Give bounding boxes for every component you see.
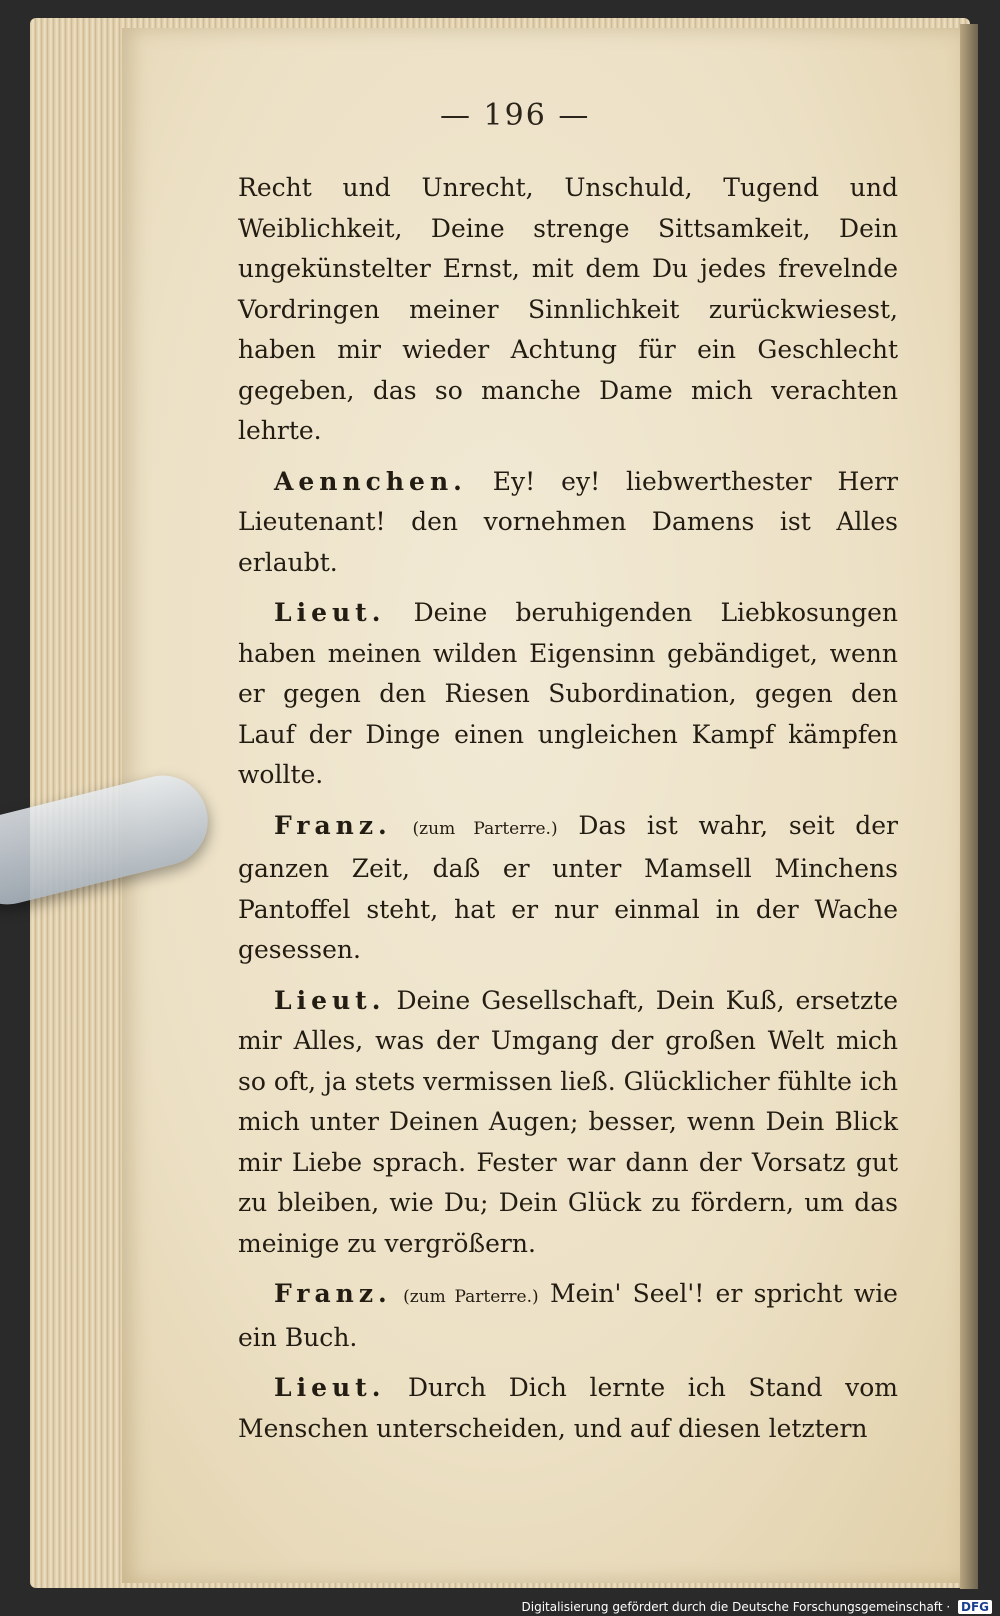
- stage-direction: (zum Parterre.): [403, 1287, 539, 1307]
- page-text: [238, 168, 898, 1459]
- dfg-logo: DFG: [958, 1600, 992, 1614]
- paragraph: [238, 168, 898, 452]
- book-spine-shadow: [960, 24, 978, 1589]
- paragraph: [238, 806, 898, 971]
- paragraph-text: Durch Dich lernte ich Stand vom Menschen unterscheiden, und auf diesen letztern: [238, 1373, 899, 1443]
- speaker-name: Lieut.: [274, 1373, 386, 1402]
- paragraph-text: Das ist wahr, seit der ganzen Zeit, daß er unter Mamsell Minchens Pantoffel steht, hat er nur einmal in der Wache gesessen.: [238, 810, 898, 964]
- paragraph-text: Ey! ey! liebwerthester Herr Lieutenant! den vornehmen Damens ist Alles erlaubt.: [238, 466, 898, 577]
- paragraph: [238, 1368, 898, 1449]
- paragraph-text: Recht und Unrecht, Unschuld, Tugend und Weiblichkeit, Deine strenge Sittsamkeit, Dein ungekünstelter Ernst, mit dem Du jedes frevelnde Vordringen meiner Sinnlichkeit zurückwiesest, haben mir wieder Achtung für ein Geschlecht gegeben, das so manche Dame mich verachten lehrte.: [238, 173, 898, 445]
- paragraph-text: Mein' Seel'! er spricht wie ein Buch.: [238, 1279, 898, 1352]
- paragraph-text: Deine Gesellschaft, Dein Kuß, ersetzte mir Alles, was der Umgang der großen Welt mich so oft, ja stets vermissen ließ. Glücklicher fühlte ich mich unter Deinen Augen; besser, wenn Dein Blick mir Liebe sprach. Fester war dann der Vorsatz gut zu bleiben, wie Du; Dein Glück zu fördern, um das meinige zu vergrößern.: [238, 985, 898, 1258]
- speaker-name: Lieut.: [274, 598, 386, 627]
- digitization-credit: [522, 1600, 992, 1614]
- speaker-name: Franz.: [274, 1279, 392, 1308]
- page-number: — 196 —: [440, 98, 591, 133]
- speaker-name: Franz.: [274, 810, 392, 840]
- paragraph: [238, 462, 898, 584]
- speaker-name: Aennchen.: [274, 466, 467, 496]
- credit-text: Digitalisierung gefördert durch die Deutsche Forschungsgemeinschaft ·: [521, 1600, 951, 1614]
- paragraph: [238, 981, 898, 1265]
- paragraph: [238, 593, 898, 796]
- paragraph: [238, 1274, 898, 1358]
- speaker-name: Lieut.: [274, 985, 386, 1015]
- paragraph-text: Deine beruhigenden Liebkosungen haben meinen wilden Eigensinn gebändiget, wenn er gegen den Riesen Subordination, gegen den Lauf der Dinge einen ungleichen Kampf kämpfen wollte.: [238, 598, 898, 789]
- stage-direction: (zum Parterre.): [412, 818, 558, 839]
